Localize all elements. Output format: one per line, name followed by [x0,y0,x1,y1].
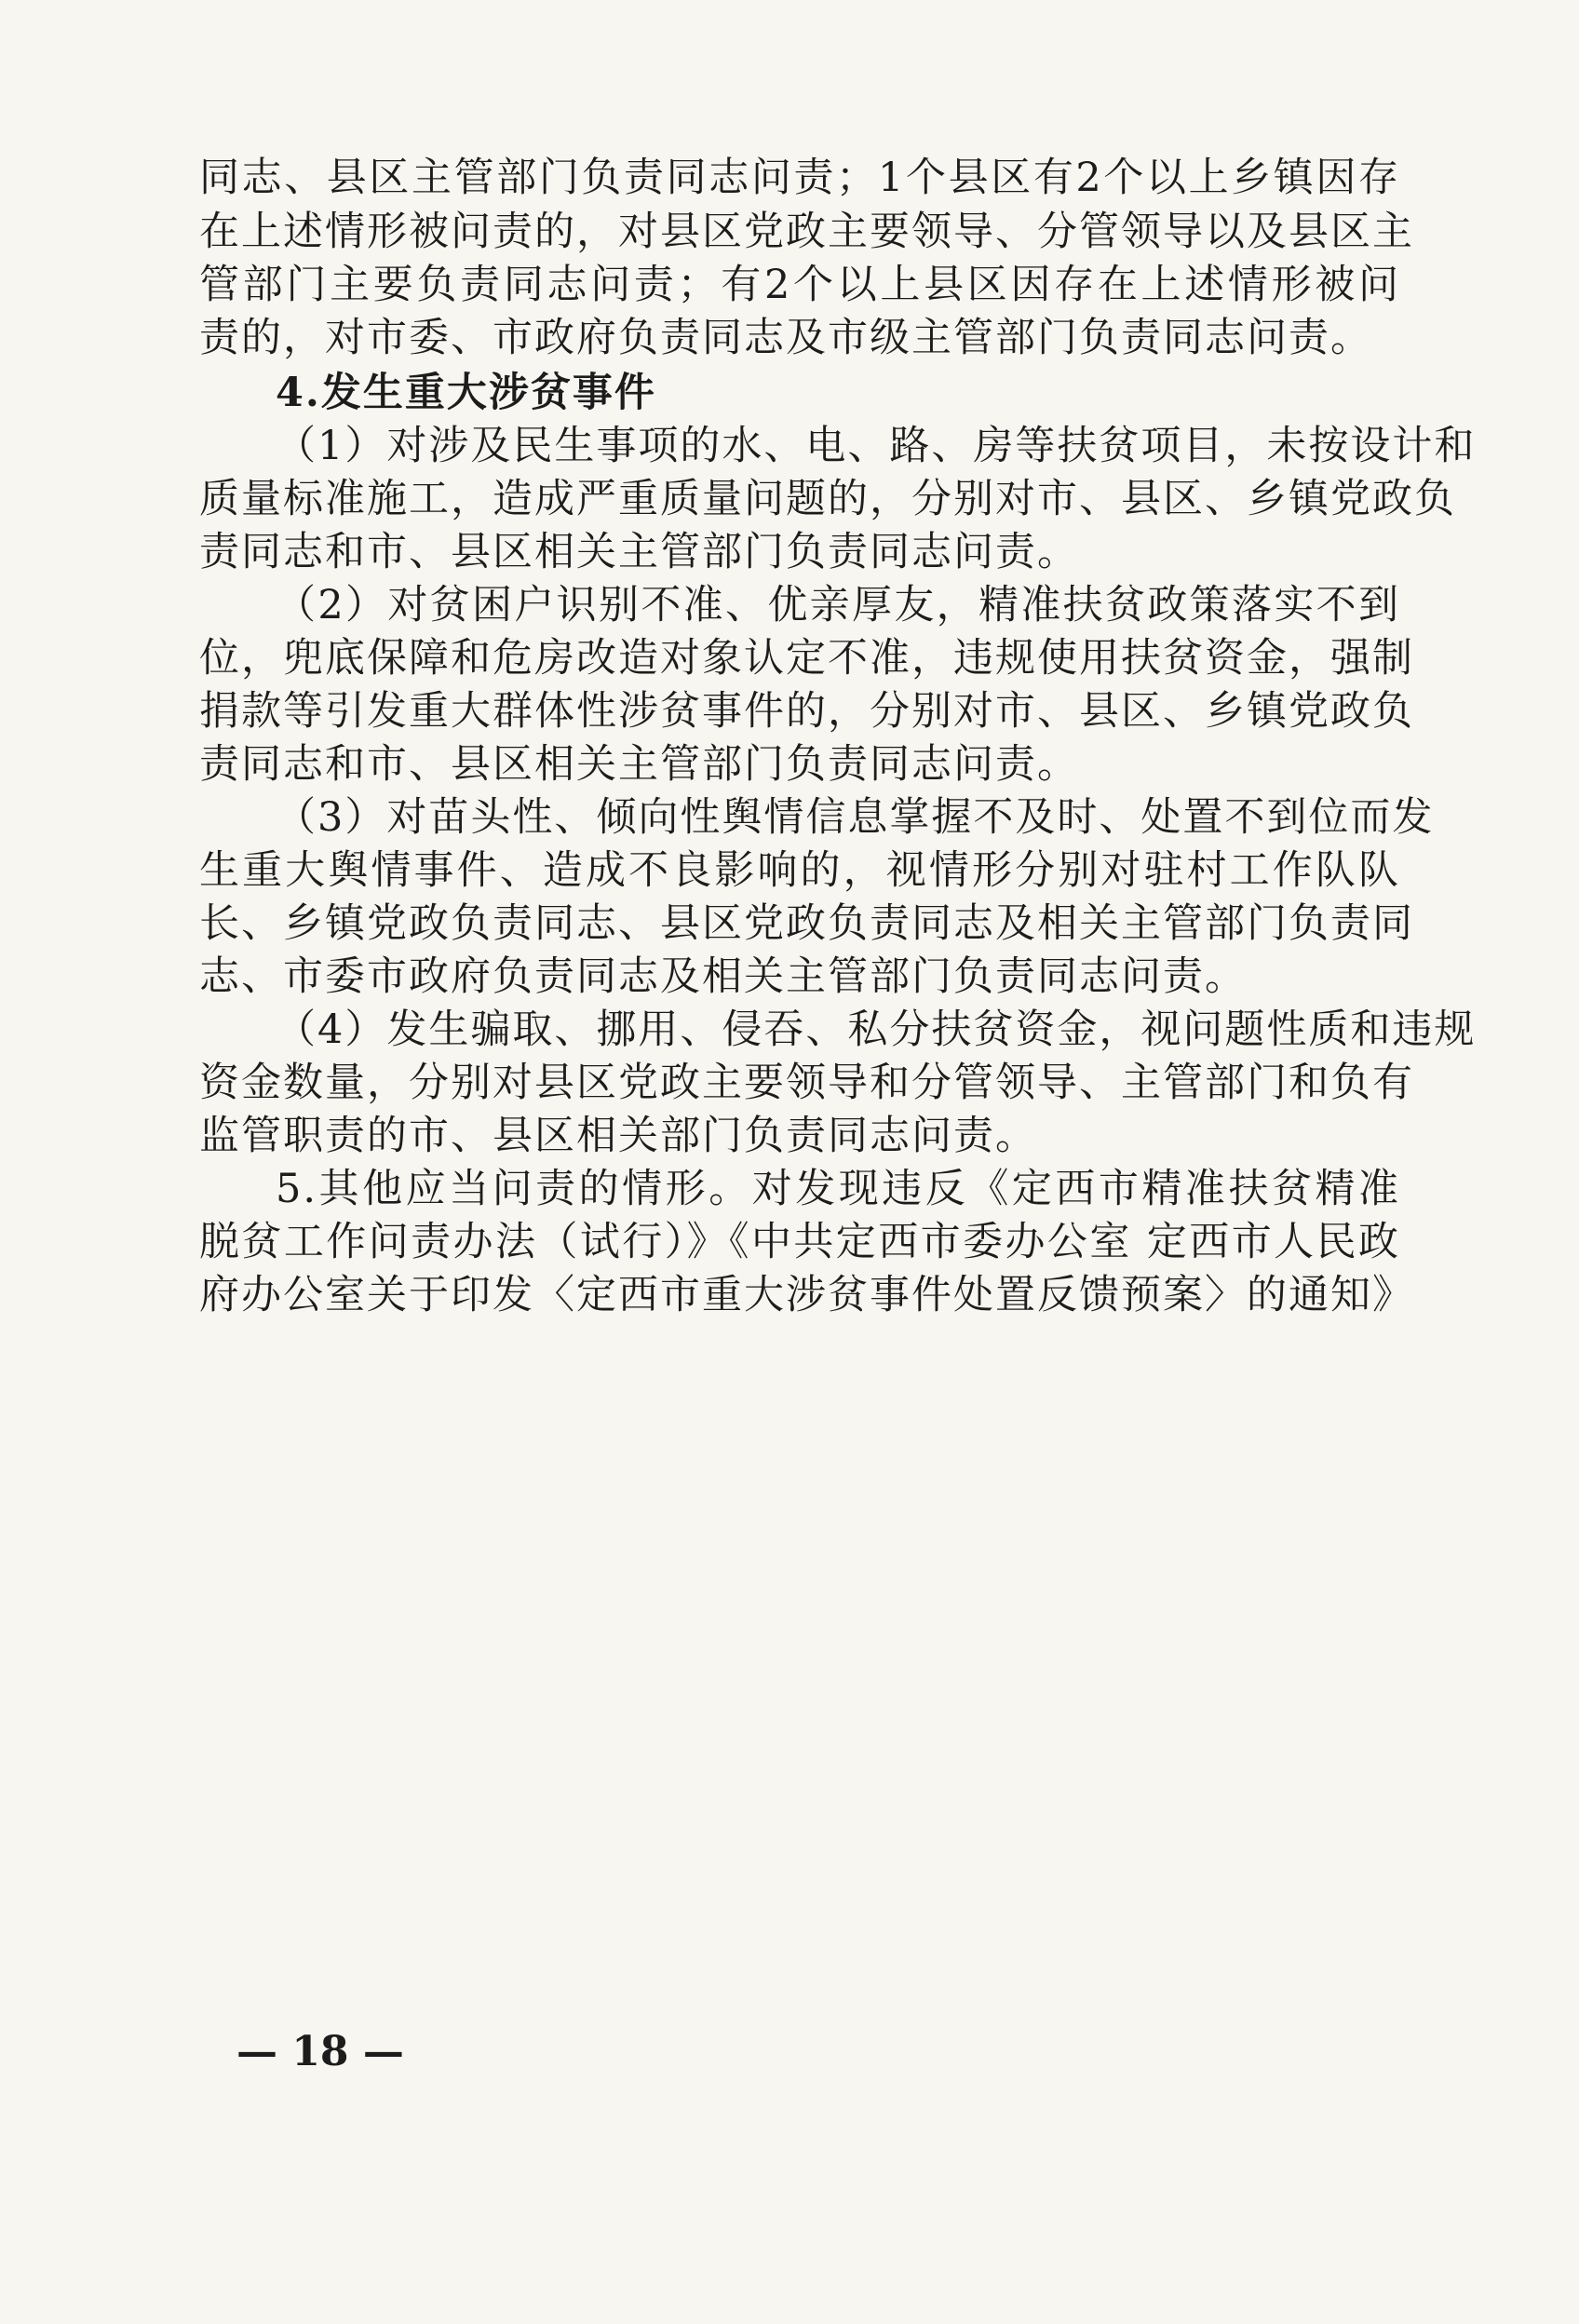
body-text-line: （3）对苗头性、倾向性舆情信息掌握不及时、处置不到位而发 [276,794,1435,841]
body-text-line: 同志、县区主管部门负责同志问责；1个县区有2个以上乡镇因存 [199,155,1400,201]
body-text-line: （2）对贫困户识别不准、优亲厚友，精准扶贫政策落实不到 [276,582,1400,628]
body-text-line: 监管职责的市、县区相关部门负责同志问责。 [199,1113,1037,1159]
body-text-line: 捐款等引发重大群体性涉贫事件的，分别对市、县区、乡镇党政负 [199,688,1414,735]
body-text-line: 管部门主要负责同志问责；有2个以上县区因存在上述情形被问 [199,262,1400,308]
body-text-line: （4）发生骗取、挪用、侵吞、私分扶贫资金，视问题性质和违规 [276,1007,1477,1053]
body-text-line: 责的，对市委、市政府负责同志及市级主管部门负责同志问责。 [199,315,1372,361]
body-text-line: 质量标准施工，造成严重质量问题的，分别对市、县区、乡镇党政负 [199,476,1456,522]
body-text-line: 5.其他应当问责的情形。对发现违反《定西市精准扶贫精准 [276,1166,1400,1212]
body-text-line: 脱贫工作问责办法（试行）》《中共定西市委办公室 定西市人民政 [199,1219,1400,1265]
body-text-line: 长、乡镇党政负责同志、县区党政负责同志及相关主管部门负责同 [199,900,1414,947]
page-number: — 18 — [236,2028,404,2075]
body-text-line: 位，兜底保障和危房改造对象认定不准，违规使用扶贫资金，强制 [199,635,1414,682]
body-text-line: 生重大舆情事件、造成不良影响的，视情形分别对驻村工作队队 [199,847,1400,894]
body-text-line: 责同志和市、县区相关主管部门负责同志问责。 [199,741,1079,788]
body-text-line: 资金数量，分别对县区党政主要领导和分管领导、主管部门和负有 [199,1060,1414,1106]
section-heading: 4.发生重大涉贫事件 [276,370,656,416]
body-text-line: 责同志和市、县区相关主管部门负责同志问责。 [199,529,1079,575]
body-text-line: 在上述情形被问责的，对县区党政主要领导、分管领导以及县区主 [199,209,1414,255]
body-text-line: 府办公室关于印发〈定西市重大涉贫事件处置反馈预案〉的通知》 [199,1272,1414,1318]
body-text-line: （1）对涉及民生事项的水、电、路、房等扶贫项目，未按设计和 [276,423,1477,469]
body-text-line: 志、市委市政府负责同志及相关主管部门负责同志问责。 [199,953,1247,1000]
